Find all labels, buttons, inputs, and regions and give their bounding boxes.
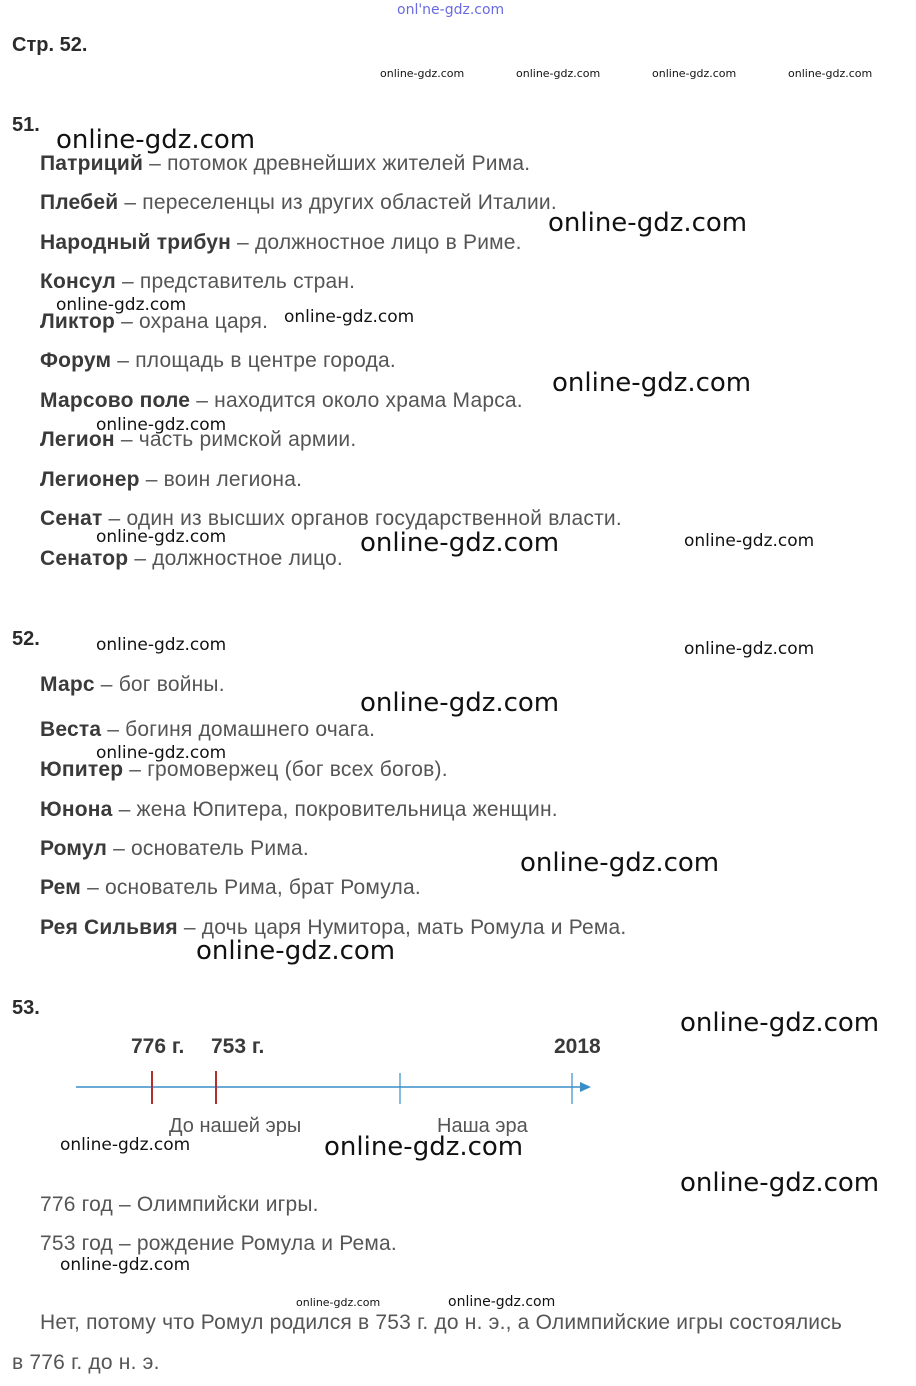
watermark: online-gdz.com [684,531,815,551]
term: Плебей [40,191,119,214]
watermark: online-gdz.com [684,639,815,659]
watermark: online-gdz.com [296,1296,381,1309]
definition: – должностное лицо в Риме. [231,231,522,254]
term: Ромул [40,837,108,860]
watermark: online-gdz.com [652,67,737,80]
timeline-year-776: 776 г. [131,1035,185,1058]
definition-line [40,837,309,861]
definition: – основатель Рима. [107,837,309,860]
fact-776: 776 год – Олимпийски игры. [40,1193,319,1216]
term: Форум [40,349,112,372]
term: Консул [40,270,116,293]
watermark: online-gdz.com [788,67,873,80]
fact-753: 753 год – рождение Ромула и Рема. [40,1232,397,1255]
watermark: online-gdz.com [448,1294,556,1310]
definition: – переселенцы из других областей Италии. [118,191,557,214]
watermark: online-gdz.com [360,688,560,718]
watermark: online-gdz.com [60,1135,191,1155]
definition: – воин легиона. [139,468,303,491]
term: Юпитер [40,758,124,781]
definition: – жена Юпитера, покровительница женщин. [112,798,558,821]
timeline-era-bc: До нашей эры [169,1115,302,1137]
definition: – должностное лицо. [128,547,343,570]
definition: – громовержец (бог всех богов). [123,758,448,781]
definition-line [40,389,523,413]
definition: – охрана царя. [115,310,269,333]
definition: – площадь в центре города. [111,349,396,372]
definition-line [40,798,558,822]
term: Марсово поле [40,389,191,412]
definition: – богиня домашнего очага. [101,718,376,741]
watermark: online-gdz.com [96,527,227,547]
definition-line [40,270,355,294]
definition-line [40,349,396,373]
term: Ликтор [40,310,116,333]
watermark: online-gdz.com [552,368,752,398]
definition: – представитель стран. [115,270,356,293]
watermark: online-gdz.com [96,415,227,435]
watermark: online-gdz.com [196,936,396,966]
watermark: online-gdz.com [680,1008,880,1038]
watermark: online-gdz.com [324,1132,524,1162]
term: Рея Сильвия [40,916,178,939]
term: Патриций [40,152,144,175]
definition-line [40,876,421,900]
section-52-number: 52. [12,628,40,650]
definition: – один из высших органов государственной власти. [102,507,622,530]
definition-line [40,152,530,176]
timeline-arrowhead [580,1082,591,1092]
definition: – потомок древнейших жителей Рима. [143,152,531,175]
answer-line-2: в 776 г. до н. э. [12,1351,160,1374]
term: Веста [40,718,102,741]
section-53-number: 53. [12,997,40,1019]
watermark: online-gdz.com [680,1168,880,1198]
watermark: online-gdz.com [96,743,227,763]
watermark: online-gdz.com [360,528,560,558]
definition: – часть римской армии. [114,428,357,451]
term: Сенатор [40,547,129,570]
watermark: online-gdz.com [96,635,227,655]
definition-line [40,191,557,215]
top-watermark: onl'ne-gdz.com [397,2,505,18]
timeline-axis [70,1068,600,1108]
term: Легионер [40,468,140,491]
watermark: online-gdz.com [60,1255,191,1275]
definition: – основатель Рима, брат Ромула. [81,876,421,899]
term: Народный трибун [40,231,231,254]
watermark: online-gdz.com [516,67,601,80]
definition: – находится около храма Марса. [190,389,523,412]
definition-line [40,231,522,255]
section-51-number: 51. [12,114,40,136]
definition: – бог войны. [94,673,225,696]
watermark: online-gdz.com [548,208,748,238]
timeline-era-ad: Наша эра [437,1115,528,1137]
watermark: online-gdz.com [56,125,256,155]
term: Марс [40,673,95,696]
definition-line [40,468,302,492]
term: Юнона [40,798,113,821]
term: Сенат [40,507,103,530]
watermark: online-gdz.com [284,307,415,327]
watermark: online-gdz.com [56,295,187,315]
answer-line-1: Нет, потому что Ромул родился в 753 г. до н. э., а Олимпийские игры состоялись [40,1311,843,1334]
definition-line [40,673,225,697]
term: Легион [40,428,115,451]
page-label: Стр. 52. [12,34,88,56]
definition-line [40,547,343,571]
timeline-year-753: 753 г. [211,1035,265,1058]
watermark: online-gdz.com [380,67,465,80]
definition: – дочь царя Нумитора, мать Ромула и Рема. [177,916,627,939]
term: Рем [40,876,82,899]
definition-line [40,718,375,742]
timeline-year-2018: 2018 [554,1035,601,1058]
watermark: online-gdz.com [520,848,720,878]
